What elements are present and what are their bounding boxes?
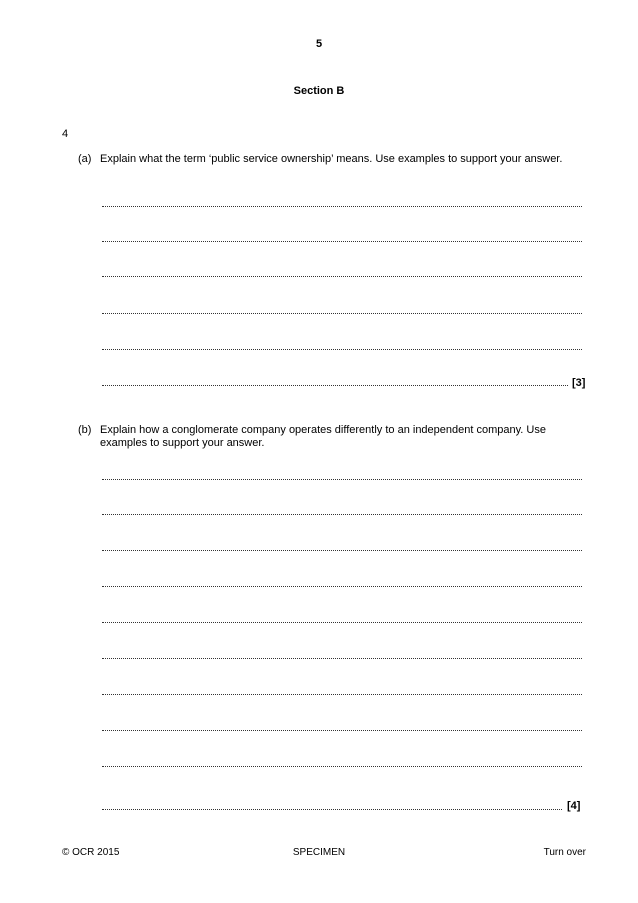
footer-turn-over: Turn over — [543, 847, 586, 858]
part-a-marks: [3] — [572, 377, 586, 389]
answer-line[interactable] — [102, 349, 582, 350]
part-b-marks: [4] — [567, 800, 581, 812]
part-b-prompt: Explain how a conglomerate company operates differently to an independent company. Use examples to support your answer. — [100, 424, 546, 449]
footer-specimen: SPECIMEN — [292, 847, 346, 858]
answer-line[interactable] — [102, 206, 582, 207]
part-b-label: (b) — [78, 424, 92, 436]
question-number: 4 — [62, 128, 69, 140]
answer-line[interactable] — [102, 658, 582, 659]
answer-line[interactable] — [102, 730, 582, 731]
footer-copyright: © OCR 2015 — [62, 847, 120, 858]
answer-line[interactable] — [102, 479, 582, 480]
answer-line[interactable] — [102, 809, 562, 810]
answer-line[interactable] — [102, 313, 582, 314]
answer-line[interactable] — [102, 766, 582, 767]
answer-line[interactable] — [102, 694, 582, 695]
answer-line[interactable] — [102, 514, 582, 515]
page-number: 5 — [315, 38, 323, 50]
answer-line[interactable] — [102, 586, 582, 587]
section-title: Section B — [293, 85, 345, 97]
answer-line[interactable] — [102, 276, 582, 277]
answer-line[interactable] — [102, 622, 582, 623]
part-a-prompt: Explain what the term ‘public service ownership’ means. Use examples to support your answer. — [100, 153, 563, 165]
part-a-label: (a) — [78, 153, 92, 165]
answer-line[interactable] — [102, 385, 568, 386]
answer-line[interactable] — [102, 550, 582, 551]
answer-line[interactable] — [102, 241, 582, 242]
